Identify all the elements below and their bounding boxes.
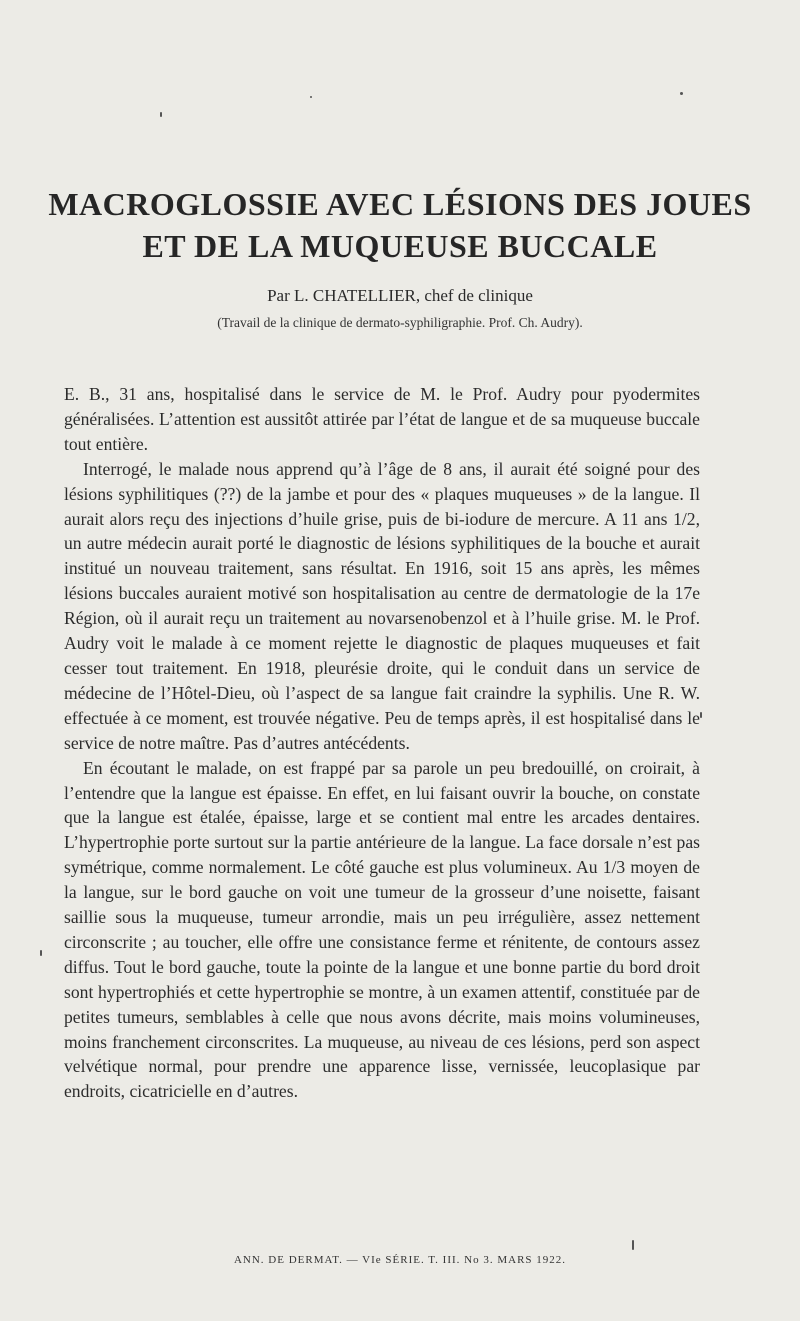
paragraph-1: E. B., 31 ans, hospitalisé dans le service de M. le Prof. Audry pour pyodermites généralisées. L’attention est aussitôt attirée par l’état de langue et de sa muqueuse buccale tout entière. xyxy=(64,384,700,454)
affiliation-note: (Travail de la clinique de dermato-syphiligraphie. Prof. Ch. Audry). xyxy=(217,315,583,330)
scan-speck xyxy=(40,950,42,956)
article-title-line-2: ET DE LA MUQUEUSE BUCCALE xyxy=(142,228,658,264)
author-byline: Par L. CHATELLIER, chef de clinique xyxy=(267,286,533,305)
scan-speck xyxy=(700,712,702,718)
paragraph-2: Interrogé, le malade nous apprend qu’à l’âge de 8 ans, il aurait été soigné pour des lésions syphilitiques (??) de la jambe et pour des « plaques muqueuses » de la langue. Il aurait alors reçu des injections d’huile grise, puis de bi-iodure de mercure. A 11 ans 1/2, un autre médecin aurait porté le diagnostic de lésions syphilitiques de la bouche et aurait institué un nouveau traitement, sans résultat. En 1916, soit 15 ans après, les mêmes lésions buccales auraient motivé son hospitalisation au centre de dermatologie de la 17e Région, où il aurait reçu un traitement au novarsenobenzol et à l’huile grise. M. le Prof. Audry voit le malade à ce moment rejette le diagnostic de plaques muqueuses et fait cesser tout traitement. En 1918, pleurésie droite, qui le conduit dans un service de médecine de l’Hôtel-Dieu, où l’aspect de sa langue fait craindre la syphilis. Une R. W. effectuée à ce moment, est trouvée négative. Peu de temps après, il est hospitalisé dans le service de notre maître. Pas d’autres antécédents. xyxy=(64,458,700,753)
scan-speck xyxy=(160,112,162,117)
paragraph-3: En écoutant le malade, on est frappé par sa parole un peu bredouillé, on croirait, à l’entendre que la langue est épaisse. En effet, en lui faisant ouvrir la bouche, on constate que la langue est étalée, épaisse, large et se contient mal entre les arcades dentaires. L’hypertrophie porte surtout sur la partie antérieure de la langue. La face dorsale n’est pas symétrique, comme normalement. Le côté gauche est plus volumineux. Au 1/3 moyen de la langue, sur le bord gauche on voit une tumeur de la grosseur d’une noisette, faisant saillie sous la muqueuse, tumeur arrondie, mais un peu irrégulière, assez nettement circonscrite ; au toucher, elle offre une consistance ferme et rénitente, de contours assez diffus. Tout le bord gauche, toute la pointe de la langue et une bonne partie du bord droit sont hypertrophiés et cette hypertrophie se montre, à un examen attentif, constituée par de petites tumeurs, semblables à celle que nous avons décrite, mais moins volumineuses, moins franchement circonscrites. La muqueuse, au niveau de ces lésions, perd son aspect velvétique normal, pour prendre une apparence lisse, vernissée, leucoplasique par endroits, cicatricielle en d’autres. xyxy=(64,757,700,1102)
article-title-line-1: MACROGLOSSIE AVEC LÉSIONS DES JOUES xyxy=(48,186,752,222)
article-body xyxy=(64,382,700,1104)
scan-speck xyxy=(310,96,312,98)
scan-speck xyxy=(680,92,683,95)
journal-footer: ANN. DE DERMAT. — VIe SÉRIE. T. III. No 3. MARS 1922. xyxy=(233,1254,567,1266)
scan-speck xyxy=(632,1240,634,1250)
